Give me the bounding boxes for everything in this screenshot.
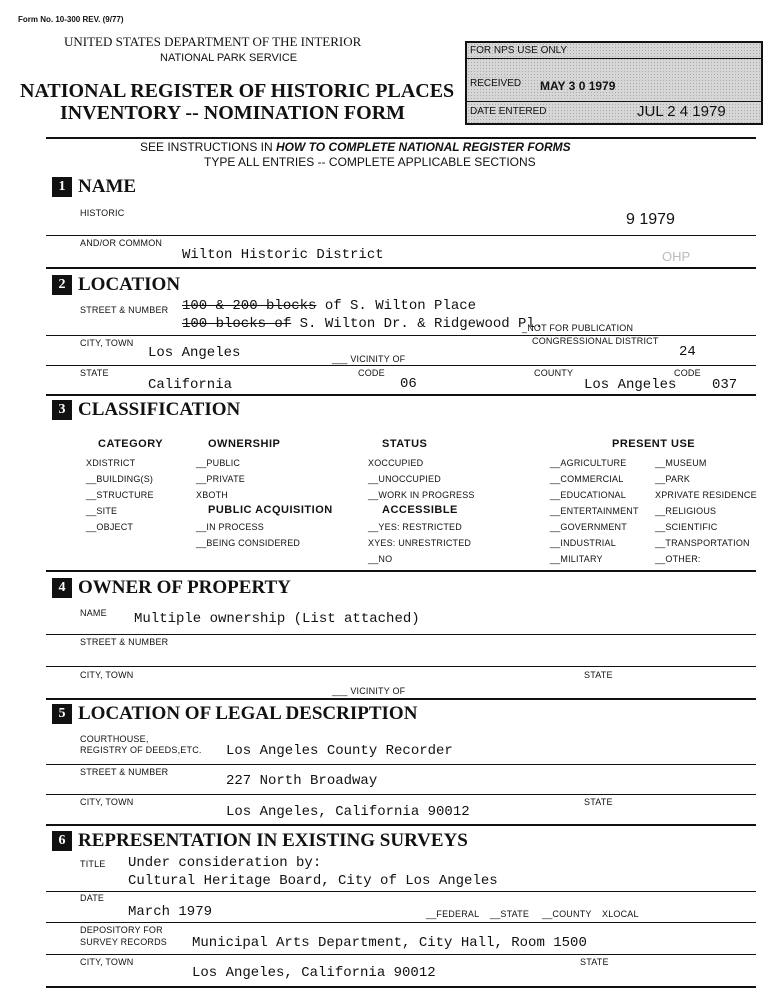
depository-city-label: CITY, TOWN <box>80 957 134 967</box>
section-3-number: 3 <box>52 400 72 420</box>
survey-date-label: DATE <box>80 893 105 903</box>
street-line1: 100 & 200 blocks of S. Wilton Place <box>182 298 477 314</box>
survey-title-label: TITLE <box>80 859 106 869</box>
instructions-line1: SEE INSTRUCTIONS IN HOW TO COMPLETE NATIONAL REGISTER FORMS <box>140 140 571 154</box>
survey-date-value: March 1979 <box>128 904 213 920</box>
county-value: Los Angeles <box>584 377 677 393</box>
section-1-title: NAME <box>78 176 137 197</box>
use-entertainment: __ENTERTAINMENT <box>550 506 639 516</box>
acquisition-in-process: __IN PROCESS <box>196 522 264 532</box>
use-scientific: __SCIENTIFIC <box>655 522 718 532</box>
depository-city-value: Los Angeles, California 90012 <box>192 965 436 981</box>
category-site: __SITE <box>86 506 118 516</box>
state-code-value: 06 <box>400 376 417 392</box>
accessible-header: ACCESSIBLE <box>382 504 458 516</box>
survey-state: __STATE <box>490 909 530 919</box>
owner-name-label: NAME <box>80 608 107 618</box>
received-label: RECEIVED <box>470 78 522 89</box>
section-4-number: 4 <box>52 578 72 598</box>
use-other: __OTHER: <box>655 554 701 564</box>
use-transportation: __TRANSPORTATION <box>655 538 750 548</box>
received-stamp: MAY 3 0 1979 <box>540 79 616 93</box>
category-district: XDISTRICT <box>86 458 136 468</box>
use-park: __PARK <box>655 474 691 484</box>
section-4-title: OWNER OF PROPERTY <box>78 577 291 598</box>
common-name-value: Wilton Historic District <box>182 247 384 263</box>
survey-county: __COUNTY <box>542 909 592 919</box>
county-code-value: 037 <box>712 377 738 393</box>
depository-state-label: STATE <box>580 957 609 967</box>
present-use-header: PRESENT USE <box>612 438 696 450</box>
congressional-district-label: CONGRESSIONAL DISTRICT <box>532 336 659 346</box>
use-government: __GOVERNMENT <box>550 522 627 532</box>
use-military: __MILITARY <box>550 554 603 564</box>
not-for-publication-label: _NOT FOR PUBLICATION <box>522 323 634 333</box>
accessible-restricted: __YES: RESTRICTED <box>368 522 462 532</box>
state-code-label: CODE <box>358 368 385 378</box>
use-industrial: __INDUSTRIAL <box>550 538 616 548</box>
status-work-in-progress: __WORK IN PROGRESS <box>368 490 475 500</box>
street-line2: 100 blocks of S. Wilton Dr. & Ridgewood Pl. <box>182 316 544 332</box>
historic-label: HISTORIC <box>80 208 125 218</box>
agency-name: UNITED STATES DEPARTMENT OF THE INTERIOR <box>64 34 362 49</box>
section-2-number: 2 <box>52 275 72 295</box>
accessible-unrestricted: XYES: UNRESTRICTED <box>368 538 472 548</box>
courthouse-label-line2: REGISTRY OF DEEDS,ETC. <box>80 745 202 755</box>
section-3-title: CLASSIFICATION <box>78 399 241 420</box>
city-value: Los Angeles <box>148 345 241 361</box>
survey-title-line2: Cultural Heritage Board, City of Los Angeles <box>128 873 498 889</box>
ownership-public: __PUBLIC <box>196 458 241 468</box>
use-private-residence: XPRIVATE RESIDENCE <box>655 490 757 500</box>
survey-title-line1: Under consideration by: <box>128 855 322 871</box>
street-number-label: STREET & NUMBER <box>80 305 169 315</box>
section-6-number: 6 <box>52 831 72 851</box>
ownership-private: __PRIVATE <box>196 474 245 484</box>
depository-value: Municipal Arts Department, City Hall, Room 1500 <box>192 935 587 951</box>
public-acquisition-header: PUBLIC ACQUISITION <box>208 504 333 516</box>
county-code-label: CODE <box>674 368 701 378</box>
owner-vicinity-label: ___ VICINITY OF <box>332 686 406 696</box>
legal-state-label: STATE <box>584 797 613 807</box>
survey-local: XLOCAL <box>602 909 639 919</box>
use-commercial: __COMMERCIAL <box>550 474 624 484</box>
section-2-title: LOCATION <box>78 274 181 295</box>
status-occupied: XOCCUPIED <box>368 458 424 468</box>
category-header: CATEGORY <box>98 438 164 450</box>
accessible-no: __NO <box>368 554 393 564</box>
form-title-line1: NATIONAL REGISTER OF HISTORIC PLACES <box>20 80 455 102</box>
depository-label-line2: SURVEY RECORDS <box>80 937 167 947</box>
legal-city-label: CITY, TOWN <box>80 797 134 807</box>
section-5-title: LOCATION OF LEGAL DESCRIPTION <box>78 703 418 724</box>
date-entered-label: DATE ENTERED <box>470 106 547 117</box>
received-stamp-faint: 9 1979 <box>626 211 675 228</box>
state-label: STATE <box>80 368 109 378</box>
acquisition-being-considered: __BEING CONSIDERED <box>196 538 301 548</box>
section-1-number: 1 <box>52 177 72 197</box>
owner-city-label: CITY, TOWN <box>80 670 134 680</box>
ownership-both: XBOTH <box>196 490 229 500</box>
service-name: NATIONAL PARK SERVICE <box>160 52 298 64</box>
status-unoccupied: __UNOCCUPIED <box>368 474 441 484</box>
courthouse-value: Los Angeles County Recorder <box>226 743 453 759</box>
status-header: STATUS <box>382 438 428 450</box>
owner-state-label: STATE <box>584 670 613 680</box>
legal-city-value: Los Angeles, California 90012 <box>226 804 470 820</box>
county-label: COUNTY <box>534 368 574 378</box>
owner-name-value: Multiple ownership (List attached) <box>134 611 420 627</box>
legal-street-label: STREET & NUMBER <box>80 767 169 777</box>
form-title-line2: INVENTORY -- NOMINATION FORM <box>60 102 406 124</box>
nps-box-header: FOR NPS USE ONLY <box>470 45 568 56</box>
form-number: Form No. 10-300 REV. (9/77) <box>18 15 124 24</box>
use-museum: __MUSEUM <box>655 458 707 468</box>
use-religious: __RELIGIOUS <box>655 506 717 516</box>
nps-use-box <box>465 41 763 125</box>
date-entered-stamp: JUL 2 4 1979 <box>637 103 726 120</box>
courthouse-label-line1: COURTHOUSE, <box>80 734 149 744</box>
congressional-district-value: 24 <box>679 344 696 360</box>
city-town-label: CITY, TOWN <box>80 338 134 348</box>
use-agriculture: __AGRICULTURE <box>550 458 627 468</box>
survey-federal: __FEDERAL <box>426 909 480 919</box>
category-object: __OBJECT <box>86 522 134 532</box>
section-6-title: REPRESENTATION IN EXISTING SURVEYS <box>78 830 468 851</box>
instructions-line2: TYPE ALL ENTRIES -- COMPLETE APPLICABLE SECTIONS <box>204 155 536 169</box>
ownership-header: OWNERSHIP <box>208 438 281 450</box>
category-structure: __STRUCTURE <box>86 490 154 500</box>
section-5-number: 5 <box>52 704 72 724</box>
category-buildings: __BUILDING(S) <box>86 474 154 484</box>
legal-street-value: 227 North Broadway <box>226 773 378 789</box>
depository-label-line1: DEPOSITORY FOR <box>80 925 163 935</box>
state-value: California <box>148 377 233 393</box>
vicinity-label: ___ VICINITY OF <box>332 354 406 364</box>
use-educational: __EDUCATIONAL <box>550 490 626 500</box>
ohp-stamp: OHP <box>662 249 691 264</box>
owner-street-label: STREET & NUMBER <box>80 637 169 647</box>
common-name-label: AND/OR COMMON <box>80 238 163 248</box>
instructions-link: HOW TO COMPLETE NATIONAL REGISTER FORMS <box>276 140 571 154</box>
